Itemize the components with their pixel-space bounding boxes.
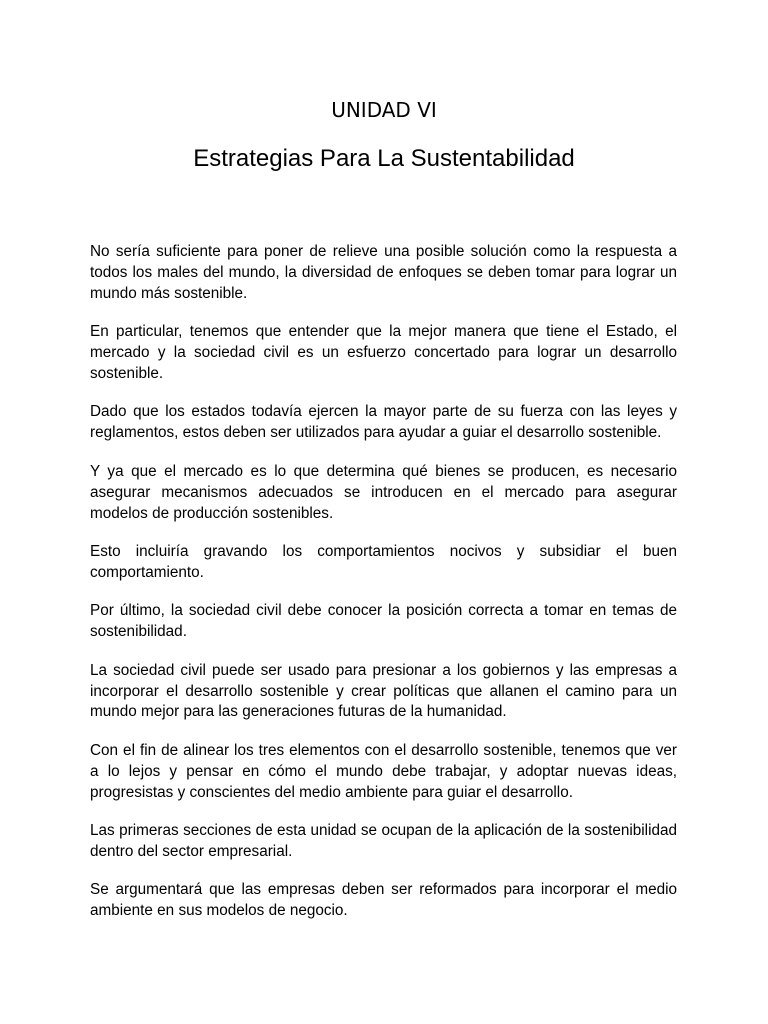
paragraph: En particular, tenemos que entender que la mejor manera que tiene el Estado, el mercado y la sociedad civil es un esfuerzo concertado para lograr un desarrollo sostenible. <box>90 323 677 383</box>
paragraph: Las primeras secciones de esta unidad se ocupan de la aplicación de la sostenibilidad dentro del sector empresarial. <box>90 822 677 860</box>
paragraph: Dado que los estados todavía ejercen la mayor parte de su fuerza con las leyes y reglamentos, estos deben ser utilizados para ayudar a guiar el desarrollo sostenible. <box>90 403 677 442</box>
paragraph: Con el fin de alinear los tres elementos con el desarrollo sostenible, tenemos que ver a lo lejos y pensar en cómo el mundo debe trabajar, y adoptar nuevas ideas, progresistas y conscientes del medio ambiente para guiar el desarrollo. <box>90 741 677 801</box>
paragraph: La sociedad civil puede ser usado para presionar a los gobiernos y las empresas a incorporar el desarrollo sostenible y crear políticas que allanen el camino para un mundo mejor para las generaciones futuras de la humanidad. <box>90 661 677 721</box>
paragraph: Se argumentará que las empresas deben ser reformados para incorporar el medio ambiente en sus modelos de negocio. <box>90 881 677 920</box>
paragraph: Esto incluiría gravando los comportamientos nocivos y subsidiar el buen comportamiento. <box>90 542 677 581</box>
paragraph: No sería suficiente para poner de relieve una posible solución como la respuesta a todos los males del mundo, la diversidad de enfoques se deben tomar para lograr un mundo más sostenible. <box>90 243 677 302</box>
page-title: Estrategias Para La Sustentabilidad <box>193 145 575 172</box>
document-body <box>90 242 677 940</box>
unit-heading: UNIDAD VI <box>331 98 437 122</box>
paragraph: Y ya que el mercado es lo que determina qué bienes se producen, es necesario asegurar mecanismos adecuados se introducen en el mercado para asegurar modelos de producción sostenibles. <box>90 462 677 522</box>
paragraph: Por último, la sociedad civil debe conocer la posición correcta a tomar en temas de sostenibilidad. <box>90 602 677 641</box>
